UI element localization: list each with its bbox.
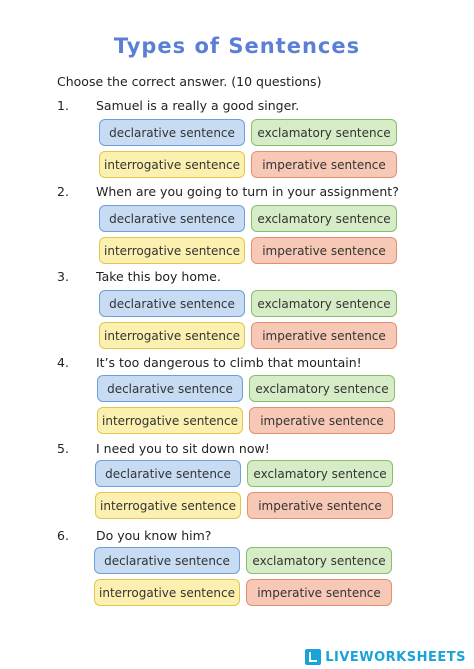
- question-number: 1.: [57, 98, 69, 113]
- option-imperative[interactable]: imperative sentence: [251, 322, 397, 349]
- instructions: Choose the correct answer. (10 questions): [57, 74, 322, 89]
- brand-name: LIVEWORKSHEETS: [325, 649, 466, 665]
- option-interrogative[interactable]: interrogative sentence: [99, 322, 245, 349]
- option-declarative[interactable]: declarative sentence: [99, 119, 245, 146]
- option-interrogative[interactable]: interrogative sentence: [95, 492, 241, 519]
- footer-logo[interactable]: [305, 649, 466, 665]
- option-exclamatory[interactable]: exclamatory sentence: [251, 119, 397, 146]
- question-text: I need you to sit down now!: [96, 441, 270, 456]
- option-declarative[interactable]: declarative sentence: [99, 205, 245, 232]
- question-number: 6.: [57, 528, 69, 543]
- option-imperative[interactable]: imperative sentence: [247, 492, 393, 519]
- option-imperative[interactable]: imperative sentence: [246, 579, 392, 606]
- option-interrogative[interactable]: interrogative sentence: [99, 151, 245, 178]
- option-declarative[interactable]: declarative sentence: [99, 290, 245, 317]
- option-interrogative[interactable]: interrogative sentence: [97, 407, 243, 434]
- option-imperative[interactable]: imperative sentence: [249, 407, 395, 434]
- question-number: 2.: [57, 184, 69, 199]
- option-declarative[interactable]: declarative sentence: [95, 460, 241, 487]
- option-interrogative[interactable]: interrogative sentence: [99, 237, 245, 264]
- question-number: 5.: [57, 441, 69, 456]
- option-exclamatory[interactable]: exclamatory sentence: [246, 547, 392, 574]
- option-interrogative[interactable]: interrogative sentence: [94, 579, 240, 606]
- page-title: Types of Sentences: [113, 34, 361, 58]
- option-exclamatory[interactable]: exclamatory sentence: [247, 460, 393, 487]
- question-text: Do you know him?: [96, 528, 212, 543]
- question-text: Samuel is a really a good singer.: [96, 98, 300, 113]
- option-imperative[interactable]: imperative sentence: [251, 237, 397, 264]
- question-text: When are you going to turn in your assignment?: [96, 184, 399, 199]
- question-number: 3.: [57, 269, 69, 284]
- option-declarative[interactable]: declarative sentence: [97, 375, 243, 402]
- question-text: It’s too dangerous to climb that mountain!: [96, 355, 362, 370]
- liveworksheets-logo-icon: [305, 649, 321, 665]
- option-imperative[interactable]: imperative sentence: [251, 151, 397, 178]
- option-declarative[interactable]: declarative sentence: [94, 547, 240, 574]
- option-exclamatory[interactable]: exclamatory sentence: [249, 375, 395, 402]
- question-number: 4.: [57, 355, 69, 370]
- question-6: [57, 528, 457, 638]
- question-text: Take this boy home.: [96, 269, 221, 284]
- option-exclamatory[interactable]: exclamatory sentence: [251, 290, 397, 317]
- option-exclamatory[interactable]: exclamatory sentence: [251, 205, 397, 232]
